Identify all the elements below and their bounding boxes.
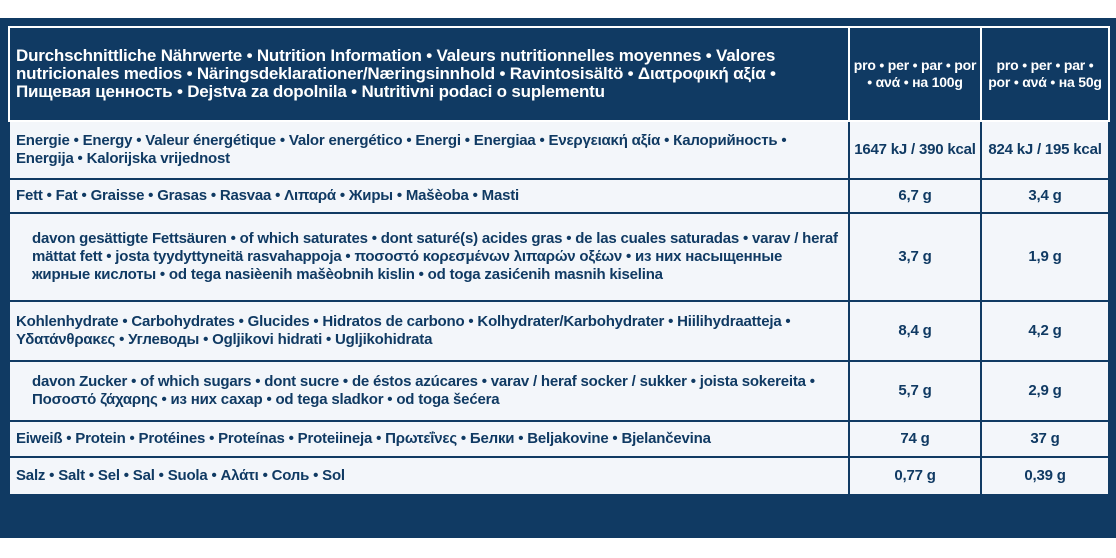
value-100g: 5,7 g [849, 361, 981, 421]
row-saturates [9, 213, 1109, 301]
value-100g: 0,77 g [849, 457, 981, 495]
header-per-50g: pro • per • par • por • ανά • на 50g [981, 27, 1109, 121]
value-50g: 1,9 g [981, 213, 1109, 301]
value-100g: 8,4 g [849, 301, 981, 361]
value-50g: 824 kJ / 195 kcal [981, 121, 1109, 179]
row-salt [9, 457, 1109, 495]
value-50g: 4,2 g [981, 301, 1109, 361]
value-100g: 74 g [849, 421, 981, 457]
header-title: Durchschnittliche Nährwerte • Nutrition Information • Valeurs nutritionnelles moyennes • Valores nutricionales medios • Näringsdeklarationer/Næringsinnhold • Ravintosisältö • Διατροφική αξία • Пищевая ценность • Dejstva za dopolnila • Nutritivni podaci o suplementu [9, 27, 849, 121]
row-energy [9, 121, 1109, 179]
value-50g: 37 g [981, 421, 1109, 457]
row-label: Eiweiß • Protein • Protéines • Proteínas • Proteiineja • Πρωτεΐνες • Белки • Beljakovine • Bjelančevina [9, 421, 849, 457]
row-label: Energie • Energy • Valeur énergétique • Valor energético • Energi • Energiaa • Ενεργειακή αξία • Калорийность • Energija • Kalorijska vrijednost [9, 121, 849, 179]
row-label: davon gesättigte Fettsäuren • of which saturates • dont saturé(s) acides gras • de las cuales saturadas • varav / heraf mättat fett • josta tyydyttyneitä rasvahappoja • ποσοστό κορεσμένων λιπαρών οξέων • из них насыщенные жирные кислоты • od tega nasièenih mašèobnih kislin • od toga zasićenih masnih kiselina [9, 213, 849, 301]
header-per-100g: pro • per • par • por • ανά • на 100g [849, 27, 981, 121]
row-label: davon Zucker • of which sugars • dont sucre • de éstos azúcares • varav / heraf socker / sukker • joista sokereita • Ποσοστό ζάχαρης • из них сахар • od tega sladkor • od toga šećera [9, 361, 849, 421]
row-fat [9, 179, 1109, 213]
row-protein [9, 421, 1109, 457]
value-100g: 1647 kJ / 390 kcal [849, 121, 981, 179]
value-50g: 2,9 g [981, 361, 1109, 421]
value-50g: 3,4 g [981, 179, 1109, 213]
row-label: Salz • Salt • Sel • Sal • Suola • Αλάτι • Соль • Sol [9, 457, 849, 495]
value-50g: 0,39 g [981, 457, 1109, 495]
table-header-row [9, 27, 1109, 121]
value-100g: 6,7 g [849, 179, 981, 213]
nutrition-table [8, 26, 1110, 496]
row-label: Fett • Fat • Graisse • Grasas • Rasvaa • Λιπαρά • Жиры • Mašèoba • Masti [9, 179, 849, 213]
value-100g: 3,7 g [849, 213, 981, 301]
row-label: Kohlenhydrate • Carbohydrates • Glucides • Hidratos de carbono • Kolhydrater/Karbohydrater • Hiilihydraatteja • Υδατάνθρακες • Углеводы • Ogljikovi hidrati • Ugljikohidrata [9, 301, 849, 361]
row-carbohydrates [9, 301, 1109, 361]
row-sugars [9, 361, 1109, 421]
nutrition-panel [0, 18, 1116, 538]
